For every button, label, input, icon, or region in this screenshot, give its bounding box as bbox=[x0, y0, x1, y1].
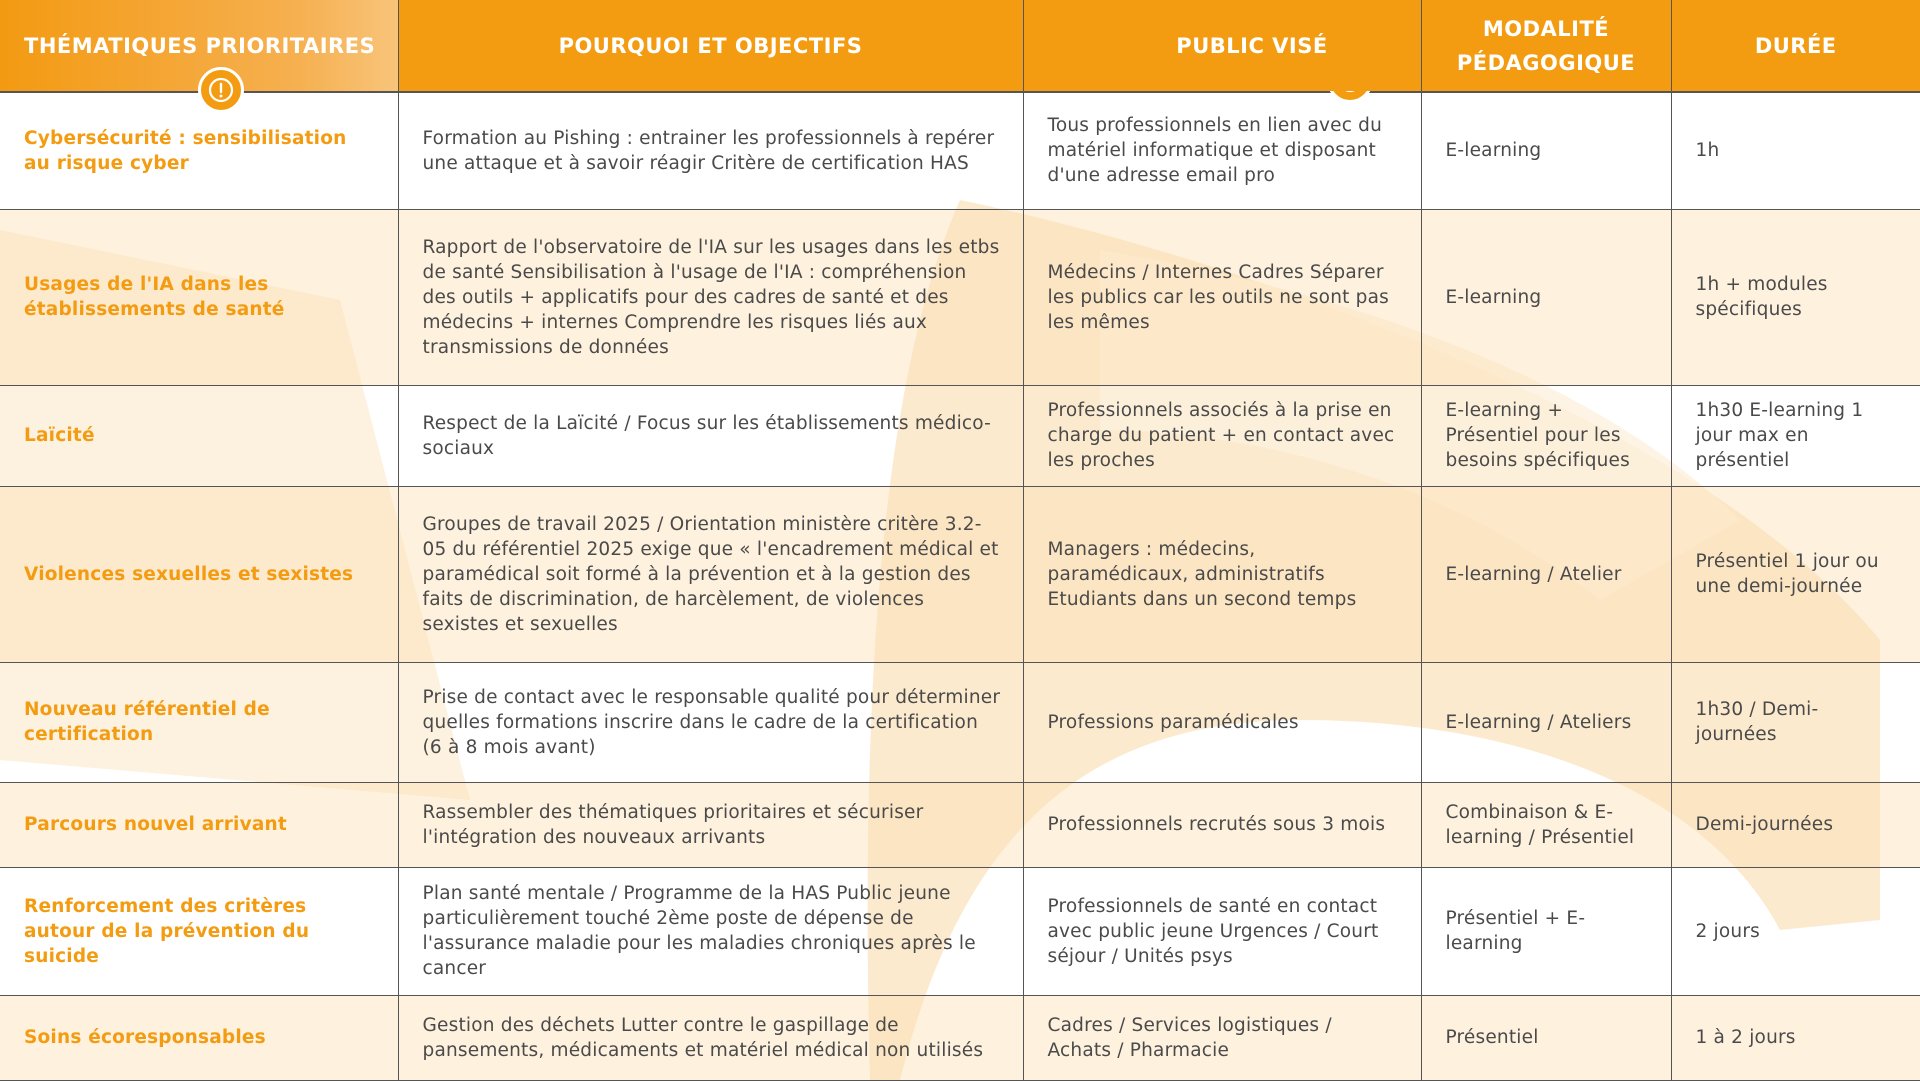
header-modality bbox=[1421, 0, 1671, 92]
table-row bbox=[0, 385, 1920, 486]
objectives-cell: Rapport de l'observatoire de l'IA sur les usages dans les etbs de santé Sensibilisation à l'usage de l'IA : compréhension des outils + applicatifs pour des cadres de santé et des médecins + internes Comprendre les risques liés aux transmissions de données bbox=[398, 209, 1023, 385]
objectives-cell: Respect de la Laïcité / Focus sur les établissements médico-sociaux bbox=[398, 385, 1023, 486]
objectives-cell: Prise de contact avec le responsable qualité pour déterminer quelles formations inscrire dans le cadre de la certification (6 à 8 mois avant) bbox=[398, 662, 1023, 782]
theme-cell: Violences sexuelles et sexistes bbox=[0, 486, 398, 662]
table-row bbox=[0, 486, 1920, 662]
table-row bbox=[0, 92, 1920, 209]
theme-cell: Cybersécurité : sensibilisation au risque cyber bbox=[0, 92, 398, 209]
audience-cell: Professions paramédicales bbox=[1023, 662, 1421, 782]
duration-cell: 1h bbox=[1671, 92, 1920, 209]
objectives-cell: Rassembler des thématiques prioritaires et sécuriser l'intégration des nouveaux arrivants bbox=[398, 782, 1023, 867]
modality-cell: Présentiel + E-learning bbox=[1421, 867, 1671, 995]
header-audience-label: PUBLIC VISÉ bbox=[1176, 33, 1328, 58]
theme-cell: Soins écoresponsables bbox=[0, 995, 398, 1080]
theme-cell: Renforcement des critères autour de la prévention du suicide bbox=[0, 867, 398, 995]
header-duration-label: DURÉE bbox=[1754, 33, 1837, 58]
audience-cell: Médecins / Internes Cadres Séparer les publics car les outils ne sont pas les mêmes bbox=[1023, 209, 1421, 385]
duration-cell: 2 jours bbox=[1671, 867, 1920, 995]
objectives-cell: Groupes de travail 2025 / Orientation ministère critère 3.2-05 du référentiel 2025 exige que « l'encadrement médical et paramédical soit formé à la prévention et à la gestion des faits de discrimination, de harcèlement, de violences sexistes et sexuelles bbox=[398, 486, 1023, 662]
header-audience bbox=[1023, 0, 1421, 92]
header-modality-label: MODALITÉ PÉDAGOGIQUE bbox=[1456, 16, 1636, 75]
duration-cell: 1h + modules spécifiques bbox=[1671, 209, 1920, 385]
header-thematic bbox=[0, 0, 398, 92]
modality-cell: E-learning bbox=[1421, 92, 1671, 209]
modality-cell: E-learning / Atelier bbox=[1421, 486, 1671, 662]
audience-cell: Tous professionnels en lien avec du matériel informatique et disposant d'une adresse email pro bbox=[1023, 92, 1421, 209]
table-row bbox=[0, 662, 1920, 782]
theme-cell: Parcours nouvel arrivant bbox=[0, 782, 398, 867]
duration-cell: 1 à 2 jours bbox=[1671, 995, 1920, 1080]
header-objectives-label: POURQUOI ET OBJECTIFS bbox=[558, 33, 863, 58]
header-row bbox=[0, 0, 1920, 92]
modality-cell: E-learning + Présentiel pour les besoins spécifiques bbox=[1421, 385, 1671, 486]
modality-cell: Combinaison & E-learning / Présentiel bbox=[1421, 782, 1671, 867]
table-row bbox=[0, 782, 1920, 867]
duration-cell: 1h30 / Demi-journées bbox=[1671, 662, 1920, 782]
theme-cell: Usages de l'IA dans les établissements de santé bbox=[0, 209, 398, 385]
audience-cell: Managers : médecins, paramédicaux, administratifs Etudiants dans un second temps bbox=[1023, 486, 1421, 662]
duration-cell: Demi-journées bbox=[1671, 782, 1920, 867]
audience-cell: Professionnels recrutés sous 3 mois bbox=[1023, 782, 1421, 867]
table-row bbox=[0, 209, 1920, 385]
alert-circle-icon bbox=[198, 67, 244, 113]
theme-cell: Nouveau référentiel de certification bbox=[0, 662, 398, 782]
table-row bbox=[0, 995, 1920, 1080]
theme-cell: Laïcité bbox=[0, 385, 398, 486]
modality-cell: E-learning bbox=[1421, 209, 1671, 385]
modality-cell: E-learning / Ateliers bbox=[1421, 662, 1671, 782]
objectives-cell: Plan santé mentale / Programme de la HAS Public jeune particulièrement touché 2ème poste de dépense de l'assurance maladie pour les maladies chroniques après le cancer bbox=[398, 867, 1023, 995]
audience-cell: Cadres / Services logistiques / Achats / Pharmacie bbox=[1023, 995, 1421, 1080]
header-objectives bbox=[398, 0, 1023, 92]
audience-cell: Professionnels de santé en contact avec public jeune Urgences / Court séjour / Unités psys bbox=[1023, 867, 1421, 995]
header-thematic-label: THÉMATIQUES PRIORITAIRES bbox=[24, 33, 376, 58]
audience-cell: Professionnels associés à la prise en charge du patient + en contact avec les proches bbox=[1023, 385, 1421, 486]
header-duration bbox=[1671, 0, 1920, 92]
duration-cell: 1h30 E-learning 1 jour max en présentiel bbox=[1671, 385, 1920, 486]
objectives-cell: Formation au Pishing : entrainer les professionnels à repérer une attaque et à savoir réagir Critère de certification HAS bbox=[398, 92, 1023, 209]
table-row bbox=[0, 867, 1920, 995]
duration-cell: Présentiel 1 jour ou une demi-journée bbox=[1671, 486, 1920, 662]
objectives-cell: Gestion des déchets Lutter contre le gaspillage de pansements, médicaments et matériel médical non utilisés bbox=[398, 995, 1023, 1080]
modality-cell: Présentiel bbox=[1421, 995, 1671, 1080]
